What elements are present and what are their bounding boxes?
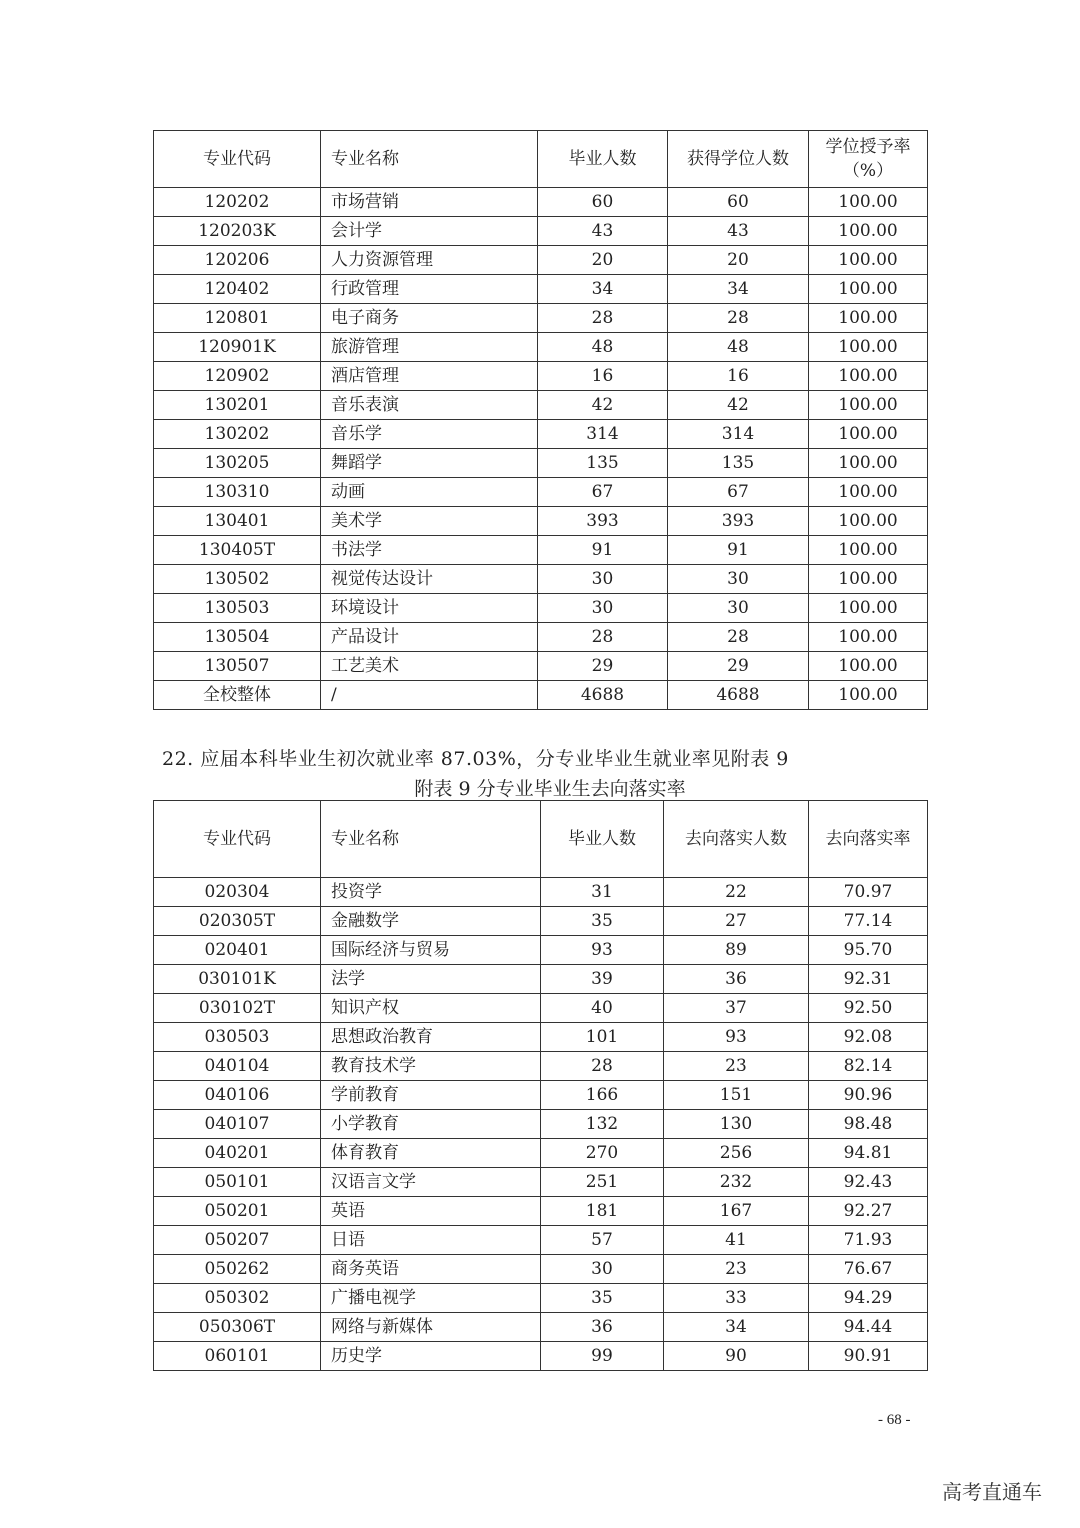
watermark: 高考直通车 xyxy=(942,1480,1042,1504)
table-row xyxy=(154,1284,928,1313)
table-header-row xyxy=(154,131,928,188)
cell-major-name: 知识产权 xyxy=(321,994,541,1023)
cell-major-code: 全校整体 xyxy=(154,681,321,710)
cell-rate: 77.14 xyxy=(809,907,928,936)
header-major-code: 专业代码 xyxy=(154,131,321,188)
cell-count: 22 xyxy=(664,878,809,907)
cell-rate: 71.93 xyxy=(809,1226,928,1255)
table-row xyxy=(154,965,928,994)
cell-major-code: 120203K xyxy=(154,217,321,246)
cell-count: 151 xyxy=(664,1081,809,1110)
cell-rate: 100.00 xyxy=(809,623,928,652)
cell-rate: 92.43 xyxy=(809,1168,928,1197)
cell-count: 256 xyxy=(664,1139,809,1168)
cell-rate: 94.29 xyxy=(809,1284,928,1313)
cell-rate: 100.00 xyxy=(809,594,928,623)
cell-major-code: 130503 xyxy=(154,594,321,623)
cell-graduates: 43 xyxy=(538,217,668,246)
table-row xyxy=(154,507,928,536)
cell-graduates: 181 xyxy=(541,1197,664,1226)
cell-count: 28 xyxy=(668,623,809,652)
cell-major-code: 130504 xyxy=(154,623,321,652)
table-row xyxy=(154,1255,928,1284)
cell-major-name: 动画 xyxy=(321,478,538,507)
cell-rate: 100.00 xyxy=(809,391,928,420)
cell-major-code: 130310 xyxy=(154,478,321,507)
cell-major-code: 050306T xyxy=(154,1313,321,1342)
cell-graduates: 30 xyxy=(538,565,668,594)
employment-paragraph: 22. 应届本科毕业生初次就业率 87.03%，分专业毕业生就业率见附表 9 xyxy=(162,748,789,770)
cell-rate: 82.14 xyxy=(809,1052,928,1081)
table-row xyxy=(154,1081,928,1110)
cell-graduates: 40 xyxy=(541,994,664,1023)
cell-graduates: 166 xyxy=(541,1081,664,1110)
table-row xyxy=(154,594,928,623)
cell-graduates: 39 xyxy=(541,965,664,994)
cell-major-name: 金融数学 xyxy=(321,907,541,936)
cell-major-name: 思想政治教育 xyxy=(321,1023,541,1052)
table-row xyxy=(154,652,928,681)
cell-rate: 100.00 xyxy=(809,507,928,536)
cell-rate: 100.00 xyxy=(809,420,928,449)
cell-count: 41 xyxy=(664,1226,809,1255)
table-row xyxy=(154,1168,928,1197)
cell-graduates: 30 xyxy=(541,1255,664,1284)
cell-major-name: 视觉传达设计 xyxy=(321,565,538,594)
cell-rate: 95.70 xyxy=(809,936,928,965)
cell-major-name: 网络与新媒体 xyxy=(321,1313,541,1342)
table-row xyxy=(154,275,928,304)
cell-count: 30 xyxy=(668,565,809,594)
cell-graduates: 42 xyxy=(538,391,668,420)
header-placed-count: 去向落实人数 xyxy=(664,801,809,878)
cell-count: 314 xyxy=(668,420,809,449)
cell-major-name: 投资学 xyxy=(321,878,541,907)
cell-count: 4688 xyxy=(668,681,809,710)
table-row xyxy=(154,1313,928,1342)
cell-rate: 100.00 xyxy=(809,246,928,275)
cell-graduates: 30 xyxy=(538,594,668,623)
cell-rate: 100.00 xyxy=(809,333,928,362)
cell-rate: 92.50 xyxy=(809,994,928,1023)
cell-count: 28 xyxy=(668,304,809,333)
cell-graduates: 35 xyxy=(541,1284,664,1313)
table-row xyxy=(154,420,928,449)
cell-major-code: 060101 xyxy=(154,1342,321,1371)
cell-major-code: 050207 xyxy=(154,1226,321,1255)
cell-major-name: 体育教育 xyxy=(321,1139,541,1168)
cell-major-name: 历史学 xyxy=(321,1342,541,1371)
cell-count: 130 xyxy=(664,1110,809,1139)
cell-major-code: 120202 xyxy=(154,188,321,217)
cell-major-name: 音乐学 xyxy=(321,420,538,449)
cell-rate: 100.00 xyxy=(809,188,928,217)
table-row xyxy=(154,936,928,965)
cell-major-code: 040107 xyxy=(154,1110,321,1139)
header-graduates: 毕业人数 xyxy=(538,131,668,188)
cell-count: 93 xyxy=(664,1023,809,1052)
cell-rate: 100.00 xyxy=(809,275,928,304)
cell-major-name: 日语 xyxy=(321,1226,541,1255)
cell-major-code: 050262 xyxy=(154,1255,321,1284)
header-major-name: 专业名称 xyxy=(321,131,538,188)
table-row xyxy=(154,1023,928,1052)
table-row xyxy=(154,878,928,907)
cell-graduates: 314 xyxy=(538,420,668,449)
cell-major-code: 050201 xyxy=(154,1197,321,1226)
cell-count: 67 xyxy=(668,478,809,507)
table-row xyxy=(154,994,928,1023)
cell-count: 42 xyxy=(668,391,809,420)
cell-rate: 92.31 xyxy=(809,965,928,994)
table-row xyxy=(154,536,928,565)
cell-major-name: 学前教育 xyxy=(321,1081,541,1110)
cell-graduates: 99 xyxy=(541,1342,664,1371)
cell-major-name: 产品设计 xyxy=(321,623,538,652)
cell-major-code: 130502 xyxy=(154,565,321,594)
cell-major-code: 040106 xyxy=(154,1081,321,1110)
cell-graduates: 35 xyxy=(541,907,664,936)
cell-graduates: 135 xyxy=(538,449,668,478)
cell-major-code: 020401 xyxy=(154,936,321,965)
table-row xyxy=(154,391,928,420)
table-row xyxy=(154,362,928,391)
cell-count: 20 xyxy=(668,246,809,275)
page-number: - 68 - xyxy=(878,1412,911,1428)
degree-rate-table xyxy=(153,130,928,710)
cell-major-name: 英语 xyxy=(321,1197,541,1226)
cell-graduates: 28 xyxy=(538,304,668,333)
cell-graduates: 48 xyxy=(538,333,668,362)
cell-graduates: 93 xyxy=(541,936,664,965)
cell-major-name: 市场营销 xyxy=(321,188,538,217)
cell-major-name: 商务英语 xyxy=(321,1255,541,1284)
cell-major-code: 120206 xyxy=(154,246,321,275)
cell-major-code: 130401 xyxy=(154,507,321,536)
header-degree-holders: 获得学位人数 xyxy=(668,131,809,188)
cell-count: 37 xyxy=(664,994,809,1023)
cell-major-name: 行政管理 xyxy=(321,275,538,304)
cell-rate: 100.00 xyxy=(809,217,928,246)
cell-major-code: 130201 xyxy=(154,391,321,420)
cell-graduates: 67 xyxy=(538,478,668,507)
cell-count: 89 xyxy=(664,936,809,965)
header-major-name: 专业名称 xyxy=(321,801,541,878)
cell-major-code: 120801 xyxy=(154,304,321,333)
cell-major-code: 130202 xyxy=(154,420,321,449)
table-row xyxy=(154,246,928,275)
cell-graduates: 31 xyxy=(541,878,664,907)
cell-major-name: 舞蹈学 xyxy=(321,449,538,478)
header-major-code: 专业代码 xyxy=(154,801,321,878)
table-row xyxy=(154,623,928,652)
cell-major-code: 130507 xyxy=(154,652,321,681)
cell-major-name: 旅游管理 xyxy=(321,333,538,362)
header-graduates: 毕业人数 xyxy=(541,801,664,878)
table-row xyxy=(154,1197,928,1226)
table-row xyxy=(154,565,928,594)
cell-major-name: 酒店管理 xyxy=(321,362,538,391)
table-row xyxy=(154,1139,928,1168)
cell-major-code: 120902 xyxy=(154,362,321,391)
table-row xyxy=(154,1226,928,1255)
cell-rate: 94.81 xyxy=(809,1139,928,1168)
cell-graduates: 101 xyxy=(541,1023,664,1052)
cell-major-code: 130205 xyxy=(154,449,321,478)
cell-major-code: 030101K xyxy=(154,965,321,994)
cell-graduates: 60 xyxy=(538,188,668,217)
cell-rate: 100.00 xyxy=(809,304,928,333)
cell-major-name: 电子商务 xyxy=(321,304,538,333)
cell-major-code: 030503 xyxy=(154,1023,321,1052)
header-degree-rate-unit: （%） xyxy=(842,161,894,181)
cell-count: 33 xyxy=(664,1284,809,1313)
cell-major-code: 050101 xyxy=(154,1168,321,1197)
table-row xyxy=(154,681,928,710)
table-row xyxy=(154,449,928,478)
cell-rate: 90.96 xyxy=(809,1081,928,1110)
cell-count: 60 xyxy=(668,188,809,217)
cell-major-code: 040201 xyxy=(154,1139,321,1168)
cell-count: 34 xyxy=(668,275,809,304)
cell-rate: 70.97 xyxy=(809,878,928,907)
cell-graduates: 28 xyxy=(538,623,668,652)
table-row xyxy=(154,1052,928,1081)
cell-major-name: 会计学 xyxy=(321,217,538,246)
table-row xyxy=(154,217,928,246)
table-row xyxy=(154,1342,928,1371)
cell-major-code: 040104 xyxy=(154,1052,321,1081)
cell-rate: 100.00 xyxy=(809,536,928,565)
cell-graduates: 28 xyxy=(541,1052,664,1081)
employment-rate-table xyxy=(153,800,928,1371)
cell-count: 23 xyxy=(664,1052,809,1081)
cell-major-code: 120901K xyxy=(154,333,321,362)
cell-major-name: 教育技术学 xyxy=(321,1052,541,1081)
table-row xyxy=(154,304,928,333)
cell-count: 16 xyxy=(668,362,809,391)
cell-rate: 100.00 xyxy=(809,565,928,594)
cell-major-name: 法学 xyxy=(321,965,541,994)
cell-rate: 100.00 xyxy=(809,362,928,391)
cell-count: 135 xyxy=(668,449,809,478)
cell-graduates: 57 xyxy=(541,1226,664,1255)
table-caption: 附表 9 分专业毕业生去向落实率 xyxy=(414,778,686,800)
cell-count: 48 xyxy=(668,333,809,362)
cell-major-name: 汉语言文学 xyxy=(321,1168,541,1197)
cell-major-name: 环境设计 xyxy=(321,594,538,623)
cell-rate: 100.00 xyxy=(809,681,928,710)
cell-major-code: 020305T xyxy=(154,907,321,936)
cell-count: 232 xyxy=(664,1168,809,1197)
header-degree-rate xyxy=(809,131,928,188)
cell-major-name: / xyxy=(321,681,538,710)
cell-major-name: 广播电视学 xyxy=(321,1284,541,1313)
cell-rate: 76.67 xyxy=(809,1255,928,1284)
cell-count: 43 xyxy=(668,217,809,246)
cell-major-code: 030102T xyxy=(154,994,321,1023)
header-degree-rate-label: 学位授予率 xyxy=(825,137,911,157)
cell-major-name: 工艺美术 xyxy=(321,652,538,681)
table-row xyxy=(154,478,928,507)
cell-count: 34 xyxy=(664,1313,809,1342)
cell-graduates: 4688 xyxy=(538,681,668,710)
cell-rate: 92.08 xyxy=(809,1023,928,1052)
cell-rate: 98.48 xyxy=(809,1110,928,1139)
cell-graduates: 91 xyxy=(538,536,668,565)
cell-major-code: 020304 xyxy=(154,878,321,907)
cell-count: 36 xyxy=(664,965,809,994)
cell-graduates: 29 xyxy=(538,652,668,681)
table-header-row xyxy=(154,801,928,878)
cell-count: 393 xyxy=(668,507,809,536)
cell-graduates: 36 xyxy=(541,1313,664,1342)
cell-major-name: 国际经济与贸易 xyxy=(321,936,541,965)
header-placement-rate: 去向落实率 xyxy=(809,801,928,878)
cell-rate: 100.00 xyxy=(809,449,928,478)
cell-graduates: 393 xyxy=(538,507,668,536)
cell-major-name: 人力资源管理 xyxy=(321,246,538,275)
cell-rate: 94.44 xyxy=(809,1313,928,1342)
cell-graduates: 16 xyxy=(538,362,668,391)
cell-major-code: 120402 xyxy=(154,275,321,304)
cell-count: 167 xyxy=(664,1197,809,1226)
cell-major-name: 小学教育 xyxy=(321,1110,541,1139)
cell-rate: 100.00 xyxy=(809,478,928,507)
table-row xyxy=(154,907,928,936)
cell-count: 91 xyxy=(668,536,809,565)
table-row xyxy=(154,188,928,217)
cell-count: 27 xyxy=(664,907,809,936)
cell-count: 29 xyxy=(668,652,809,681)
cell-major-code: 050302 xyxy=(154,1284,321,1313)
cell-major-name: 书法学 xyxy=(321,536,538,565)
cell-rate: 100.00 xyxy=(809,652,928,681)
cell-major-name: 美术学 xyxy=(321,507,538,536)
cell-graduates: 34 xyxy=(538,275,668,304)
cell-count: 30 xyxy=(668,594,809,623)
cell-count: 90 xyxy=(664,1342,809,1371)
cell-graduates: 20 xyxy=(538,246,668,275)
cell-rate: 90.91 xyxy=(809,1342,928,1371)
cell-major-name: 音乐表演 xyxy=(321,391,538,420)
cell-graduates: 270 xyxy=(541,1139,664,1168)
cell-rate: 92.27 xyxy=(809,1197,928,1226)
table-row xyxy=(154,1110,928,1139)
cell-major-code: 130405T xyxy=(154,536,321,565)
table-row xyxy=(154,333,928,362)
cell-count: 23 xyxy=(664,1255,809,1284)
cell-graduates: 132 xyxy=(541,1110,664,1139)
cell-graduates: 251 xyxy=(541,1168,664,1197)
